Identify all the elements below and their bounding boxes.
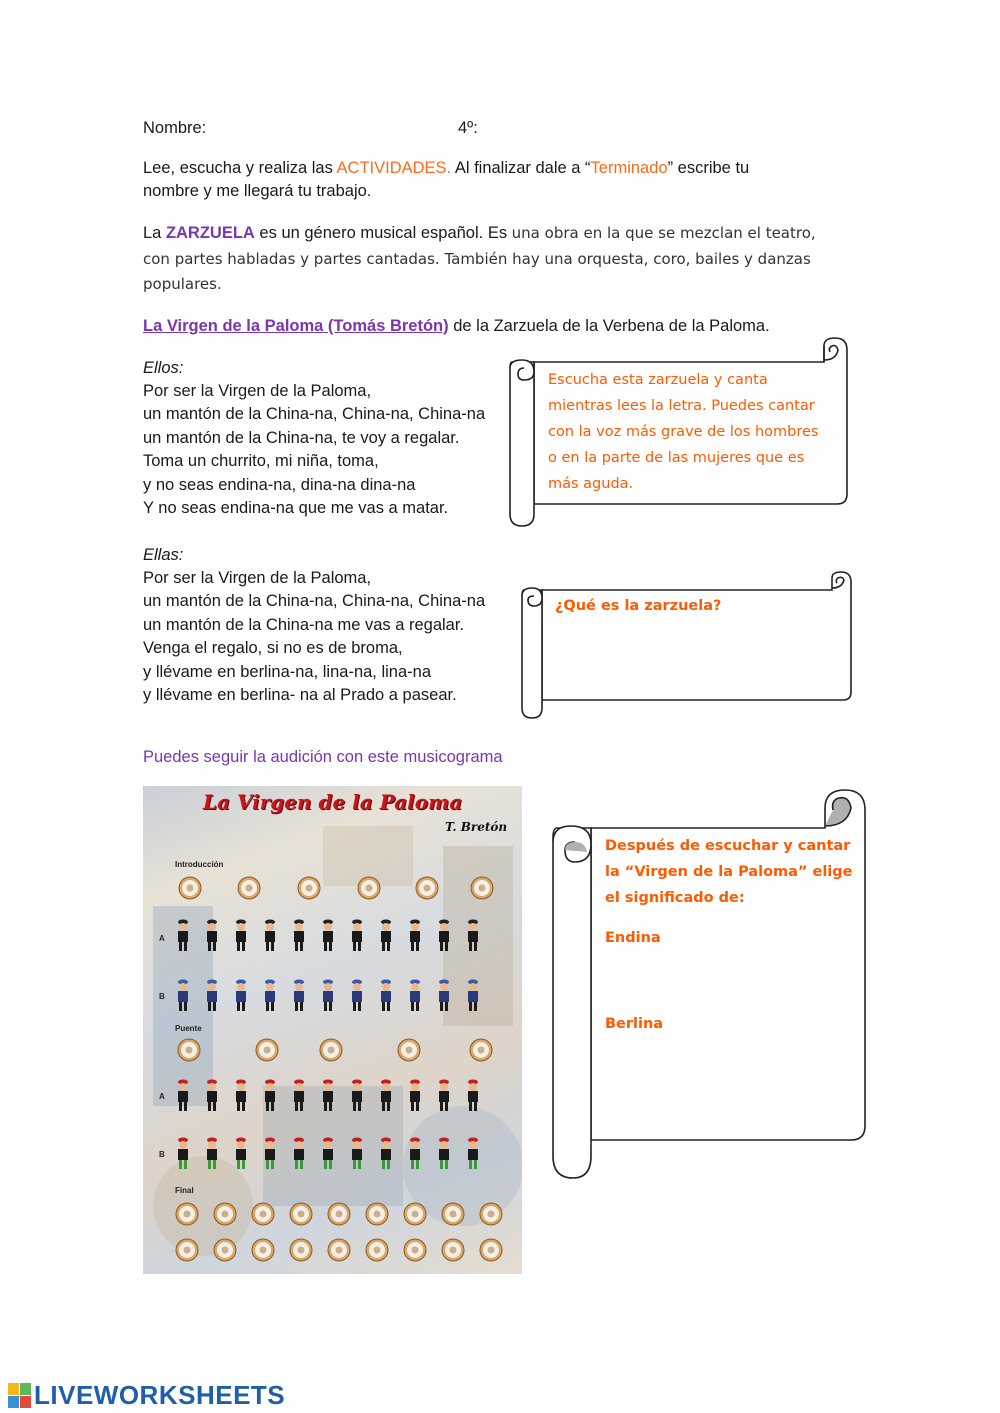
- dancer-figure-icon: [352, 1138, 362, 1170]
- verse-line: Venga el regalo, si no es de broma,: [143, 639, 403, 658]
- churro-donut-icon: [404, 1203, 426, 1225]
- churro-donut-icon: [252, 1239, 274, 1261]
- dancer-figure-icon: [410, 980, 420, 1012]
- churro-donut-icon: [320, 1039, 342, 1061]
- intro-text-c: ” escribe tu: [667, 159, 750, 177]
- scroll-3-line: la “Virgen de la Paloma” elige: [605, 864, 853, 880]
- churro-donut-icon: [366, 1203, 388, 1225]
- churro-donut-icon: [290, 1203, 312, 1225]
- churro-donut-icon: [416, 877, 438, 899]
- section-label-puente: Puente: [175, 1024, 202, 1033]
- zarzuela-line-3: populares.: [143, 275, 222, 293]
- verse-line: un mantón de la China-na, te voy a regalar.: [143, 428, 460, 447]
- dancer-figure-icon: [207, 980, 217, 1012]
- churro-donut-icon: [404, 1239, 426, 1261]
- zarzuela-word: ZARZUELA: [165, 224, 255, 242]
- zarzuela-la: La: [143, 224, 166, 242]
- dancer-figure-icon: [236, 1080, 246, 1112]
- nombre-input[interactable]: [215, 117, 435, 139]
- scroll-3-line: el significado de:: [605, 890, 745, 906]
- dancer-figure-icon: [294, 980, 304, 1012]
- verse-line: y no seas endina-na, dina-na dina-na: [143, 475, 416, 494]
- berlina-answer-field[interactable]: [605, 1041, 850, 1121]
- dancer-figure-icon: [236, 920, 246, 952]
- churro-donut-icon: [328, 1203, 350, 1225]
- section-label-intro: Introducción: [175, 860, 224, 869]
- section-label-a: A: [159, 1092, 165, 1101]
- scroll-1-line: mientras lees la letra. Puedes cantar: [548, 398, 815, 414]
- dancer-figure-icon: [323, 1138, 333, 1170]
- dancer-figure-icon: [323, 920, 333, 952]
- scroll-1-line: o en la parte de las mujeres que es: [548, 450, 805, 466]
- curso-label: 4º:: [458, 119, 478, 137]
- churro-donut-icon: [480, 1203, 502, 1225]
- verse-line: un mantón de la China-na, China-na, China-na: [143, 592, 486, 611]
- liveworksheets-brand: LIVEWORKSHEETS: [34, 1380, 286, 1410]
- churro-donut-icon: [176, 1239, 198, 1261]
- song-link[interactable]: La Virgen de la Paloma (Tomás Bretón): [143, 317, 449, 335]
- dancer-figure-icon: [294, 920, 304, 952]
- verse-line: un mantón de la China-na, China-na, China-na: [143, 405, 486, 424]
- zarzuela-answer-field[interactable]: [555, 625, 840, 695]
- verse-line: y llévame en berlina- na al Prado a pasear.: [143, 686, 457, 705]
- endina-answer-field[interactable]: [605, 955, 850, 1005]
- churro-donut-icon: [214, 1203, 236, 1225]
- dancer-figure-icon: [352, 920, 362, 952]
- section-label-final: Final: [175, 1186, 194, 1195]
- dancer-figure-icon: [178, 980, 188, 1012]
- musicograma-title: La Virgen de la Paloma: [203, 790, 463, 814]
- liveworksheets-logo[interactable]: [8, 1380, 285, 1411]
- verse-line: Por ser la Virgen de la Paloma,: [143, 382, 372, 400]
- dancer-figure-icon: [323, 1080, 333, 1112]
- dancer-figure-icon: [381, 1138, 391, 1170]
- churro-donut-icon: [470, 1039, 492, 1061]
- churro-donut-icon: [366, 1239, 388, 1261]
- dancer-figure-icon: [439, 1138, 449, 1170]
- churro-donut-icon: [178, 1039, 200, 1061]
- dancer-figure-icon: [439, 920, 449, 952]
- dancer-figure-icon: [352, 1080, 362, 1112]
- dancer-figure-icon: [439, 1080, 449, 1112]
- intro-line-2: nombre y me llegará tu trabajo.: [143, 182, 372, 200]
- scroll-1-line: Escucha esta zarzuela y canta: [548, 372, 768, 388]
- churro-donut-icon: [480, 1239, 502, 1261]
- intro-text-a: Lee, escucha y realiza las: [143, 159, 337, 177]
- intro-line-1: [143, 159, 749, 178]
- dancer-figure-icon: [439, 980, 449, 1012]
- scroll-3-text: [605, 833, 852, 911]
- terminado-word: Terminado: [590, 159, 668, 177]
- liveworksheets-blocks-icon: [8, 1383, 32, 1409]
- ellos-heading: Ellos:: [143, 359, 184, 377]
- scroll-3-line: Después de escuchar y cantar: [605, 838, 851, 854]
- dancer-figure-icon: [294, 1138, 304, 1170]
- dancer-figure-icon: [381, 980, 391, 1012]
- ellas-verse: [143, 567, 485, 707]
- ellos-verse: [143, 380, 485, 520]
- term-berlina: Berlina: [605, 1016, 664, 1032]
- churro-donut-icon: [358, 877, 380, 899]
- curso-input[interactable]: [485, 117, 605, 139]
- dancer-figure-icon: [207, 1080, 217, 1112]
- section-label-b: B: [159, 1150, 165, 1159]
- dancer-figure-icon: [410, 1080, 420, 1112]
- churro-donut-icon: [179, 877, 201, 899]
- dancer-figure-icon: [468, 920, 478, 952]
- verse-line: Y no seas endina-na que me vas a matar.: [143, 499, 449, 518]
- churro-donut-icon: [252, 1203, 274, 1225]
- dancer-figure-icon: [323, 980, 333, 1012]
- churro-donut-icon: [328, 1239, 350, 1261]
- dancer-figure-icon: [265, 920, 275, 952]
- dancer-figure-icon: [207, 920, 217, 952]
- verse-line: y llévame en berlina-na, lina-na, lina-na: [143, 662, 431, 681]
- section-label-a: A: [159, 934, 165, 943]
- scroll-1-text: [548, 367, 818, 497]
- dancer-figure-icon: [352, 980, 362, 1012]
- verse-line: Toma un churrito, mi niña, toma,: [143, 452, 379, 471]
- churro-donut-icon: [298, 877, 320, 899]
- dancer-figure-icon: [410, 1138, 420, 1170]
- dancer-figure-icon: [178, 1080, 188, 1112]
- dancer-figure-icon: [178, 920, 188, 952]
- dancer-figure-icon: [381, 1080, 391, 1112]
- verse-line: un mantón de la China-na me vas a regalar.: [143, 615, 465, 634]
- musicograma-author: T. Bretón: [445, 820, 508, 834]
- scroll-1-line: más aguda.: [548, 476, 634, 492]
- dancer-figure-icon: [410, 920, 420, 952]
- actividades-word: ACTIVIDADES.: [336, 159, 452, 177]
- churro-donut-icon: [471, 877, 493, 899]
- dancer-figure-icon: [265, 980, 275, 1012]
- musicograma-image: [143, 786, 522, 1274]
- intro-text-b: Al finalizar dale a “: [451, 159, 591, 177]
- churro-donut-icon: [442, 1203, 464, 1225]
- scroll-2-question: ¿Qué es la zarzuela?: [555, 598, 722, 614]
- dancer-figure-icon: [265, 1080, 275, 1112]
- churro-donut-icon: [290, 1239, 312, 1261]
- dancer-figure-icon: [236, 1138, 246, 1170]
- dancer-figure-icon: [265, 1138, 275, 1170]
- song-title-rest: de la Zarzuela de la Verbena de la Paloma.: [448, 317, 770, 335]
- zarzuela-text-a: es un género musical español. Es: [254, 224, 512, 242]
- dancer-figure-icon: [468, 1138, 478, 1170]
- term-endina: Endina: [605, 930, 661, 946]
- churro-donut-icon: [238, 877, 260, 899]
- scroll-1-line: con la voz más grave de los hombres: [548, 424, 819, 440]
- churro-donut-icon: [176, 1203, 198, 1225]
- ellas-heading: Ellas:: [143, 546, 184, 564]
- churro-donut-icon: [256, 1039, 278, 1061]
- dancer-figure-icon: [178, 1138, 188, 1170]
- dancer-figure-icon: [468, 1080, 478, 1112]
- dancer-figure-icon: [468, 980, 478, 1012]
- musicograma-caption: Puedes seguir la audición con este musicograma: [143, 748, 503, 766]
- dancer-figure-icon: [381, 920, 391, 952]
- churro-donut-icon: [398, 1039, 420, 1061]
- musicograma-icons: [143, 786, 522, 1274]
- zarzuela-line-2: con partes habladas y partes cantadas. También hay una orquesta, coro, bailes y danzas: [143, 250, 811, 268]
- dancer-figure-icon: [236, 980, 246, 1012]
- zarzuela-line-1: [143, 224, 816, 243]
- nombre-label: Nombre:: [143, 119, 207, 137]
- dancer-figure-icon: [294, 1080, 304, 1112]
- verse-line: Por ser la Virgen de la Paloma,: [143, 569, 372, 587]
- song-title: [143, 317, 770, 336]
- dancer-figure-icon: [207, 1138, 217, 1170]
- churro-donut-icon: [442, 1239, 464, 1261]
- section-label-b: B: [159, 992, 165, 1001]
- churro-donut-icon: [214, 1239, 236, 1261]
- zarzuela-text-b: una obra en la que se mezclan el teatro,: [511, 224, 816, 242]
